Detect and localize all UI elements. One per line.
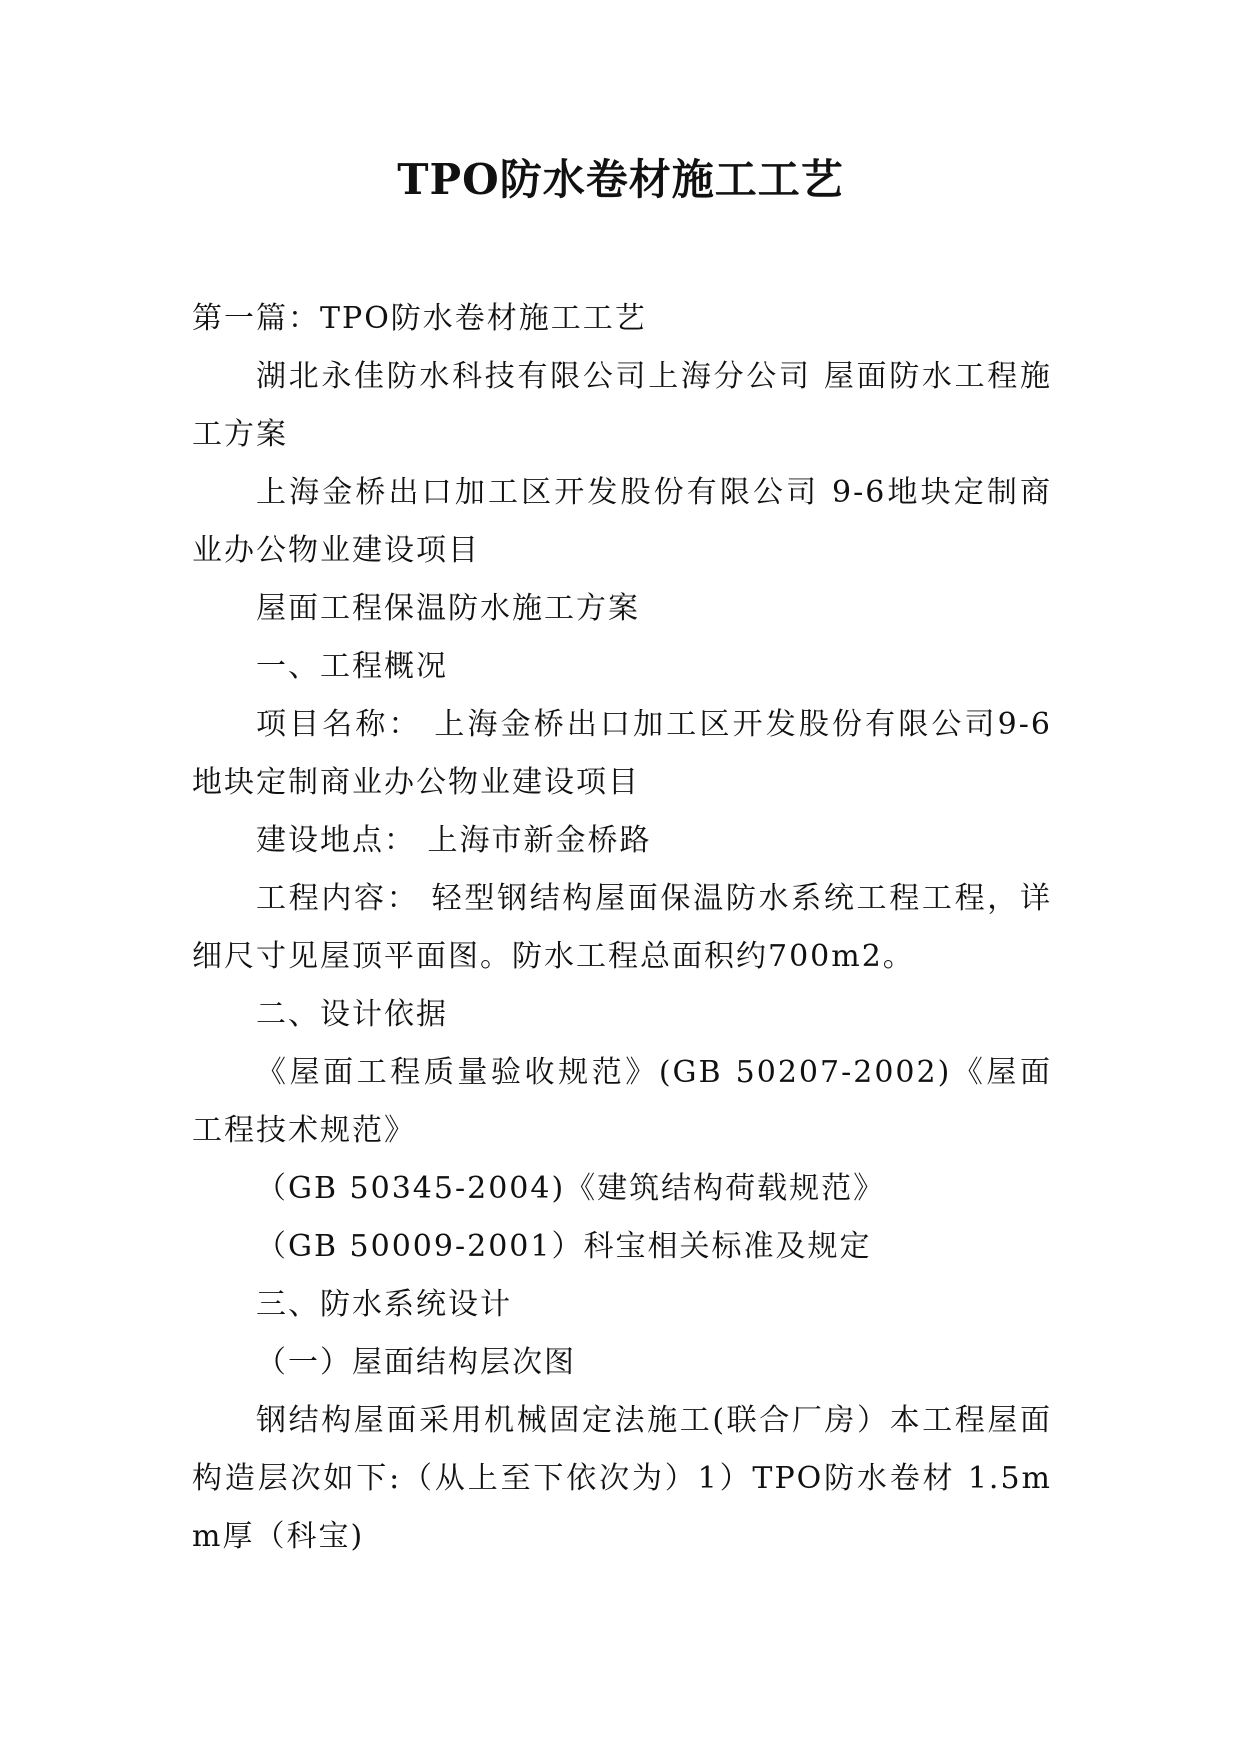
paragraph-standard-2: （GB 50345-2004)《建筑结构荷载规范》	[256, 1171, 886, 1206]
paragraph-project-name: 项目名称： 上海金桥出口加工区开发股份有限公司9-6地块定制商业办公物业建设项目	[192, 707, 1052, 800]
paragraph-scope: 工程内容： 轻型钢结构屋面保温防水系统工程工程，详细尺寸见屋顶平面图。防水工程总面积约700m2。	[192, 881, 1052, 974]
document-body	[192, 290, 1052, 1566]
paragraph-standard-3: （GB 50009-2001）科宝相关标准及规定	[256, 1229, 872, 1264]
section-heading: 第一篇：TPO防水卷材施工工艺	[192, 301, 647, 336]
paragraph-roof-construction: 钢结构屋面采用机械固定法施工(联合厂房）本工程屋面构造层次如下:（从上至下依次为）1）TPO防水卷材 1.5mm厚（科宝)	[192, 1403, 1052, 1554]
paragraph-plan-title: 屋面工程保温防水施工方案	[256, 591, 640, 626]
paragraph-standard-1: 《屋面工程质量验收规范》(GB 50207-2002)《屋面工程技术规范》	[192, 1055, 1052, 1148]
heading-system-design: 三、防水系统设计	[256, 1287, 512, 1322]
paragraph-company: 湖北永佳防水科技有限公司上海分公司 屋面防水工程施工方案	[192, 359, 1052, 452]
heading-design-basis: 二、设计依据	[256, 997, 448, 1032]
heading-roof-layers: （一）屋面结构层次图	[256, 1345, 576, 1380]
paragraph-location: 建设地点： 上海市新金桥路	[256, 823, 652, 858]
heading-overview: 一、工程概况	[256, 649, 448, 684]
document-title: TPO防水卷材施工工艺	[397, 155, 844, 204]
paragraph-project: 上海金桥出口加工区开发股份有限公司 9-6地块定制商业办公物业建设项目	[192, 475, 1052, 568]
